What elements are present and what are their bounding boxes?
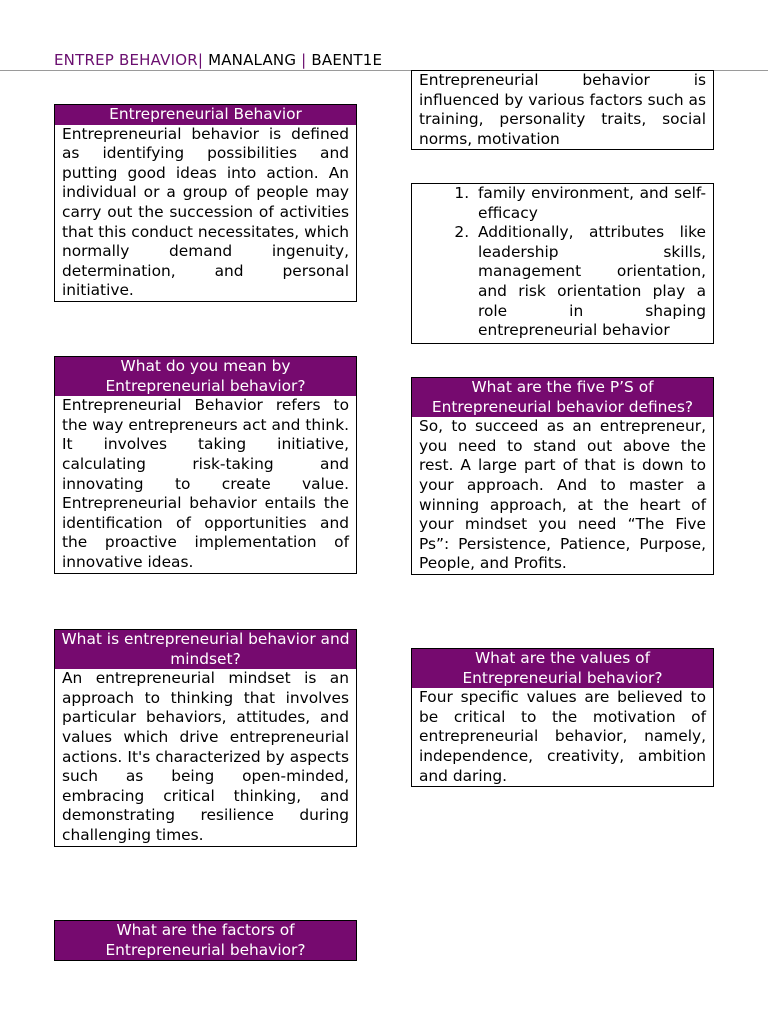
card-title: What is entrepreneurial behavior and mindset? xyxy=(55,630,356,669)
card-body: Entrepreneurial Behavior refers to the way entrepreneurs act and think. It involves taking initiative, calculating risk-taking and innovating to create value. Entrepreneurial behavior entails the identification of opportunities and the proactive implementation of innovative ideas. xyxy=(62,396,349,571)
header-subject: ENTREP BEHAVIOR xyxy=(54,51,198,69)
card-body: Four specific values are believed to be critical to the motivation of entrepreneurial behavior, namely, independence, creativity, ambition and daring. xyxy=(419,688,706,785)
header-author: MANALANG xyxy=(203,51,302,69)
card-title: What are the factors of Entrepreneurial behavior? xyxy=(55,921,356,960)
factors-list xyxy=(412,184,713,341)
card-factors-list xyxy=(411,183,714,344)
header-separator: | xyxy=(301,51,307,69)
card-meaning xyxy=(54,356,357,574)
card-body: Entrepreneurial behavior is influenced by various factors such as training, personality traits, social norms, motivation xyxy=(419,71,706,148)
card-five-ps xyxy=(411,377,714,575)
card-title: What do you mean by Entrepreneurial behavior? xyxy=(55,357,356,396)
card-title: What are the values of Entrepreneurial behavior? xyxy=(412,649,713,688)
card-values xyxy=(411,648,714,787)
header-separator: | xyxy=(197,51,204,69)
card-factors-answer xyxy=(411,70,714,150)
card-entrepreneurial-behavior xyxy=(54,104,357,302)
card-title: What are the five P’S of Entrepreneurial behavior defines? xyxy=(412,378,713,417)
card-title: Entrepreneurial Behavior xyxy=(55,105,356,125)
card-behavior-and-mindset xyxy=(54,629,357,847)
card-body: So, to succeed as an entrepreneur, you need to stand out above the rest. A large part of that is down to your approach. And to master a winning approach, at the heart of your mindset you need “The Five Ps”: Persistence, Patience, Purpose, People, and Profits. xyxy=(419,417,706,573)
card-factors-question xyxy=(54,920,357,961)
header-section: BAENT1E xyxy=(306,51,383,69)
card-body: An entrepreneurial mindset is an approach to thinking that involves particular behaviors, attitudes, and values which drive entrepreneurial actions. It's characterized by aspects such as being open-minded, embracing critical thinking, and demonstrating resilience during challenging times. xyxy=(62,669,349,844)
list-item: 2. Additionally, attributes like leadership skills, management orientation, and risk orientation play a role in shaping entrepreneurial behavior xyxy=(474,223,706,341)
list-item: 1. family environment, and self-efficacy xyxy=(474,184,706,223)
card-body: Entrepreneurial behavior is defined as identifying possibilities and putting good ideas into action. An individual or a group of people may carry out the succession of activities that this conduct necessitates, which normally demand ingenuity, determination, and personal initiative. xyxy=(62,124,349,300)
document-header xyxy=(54,51,382,69)
